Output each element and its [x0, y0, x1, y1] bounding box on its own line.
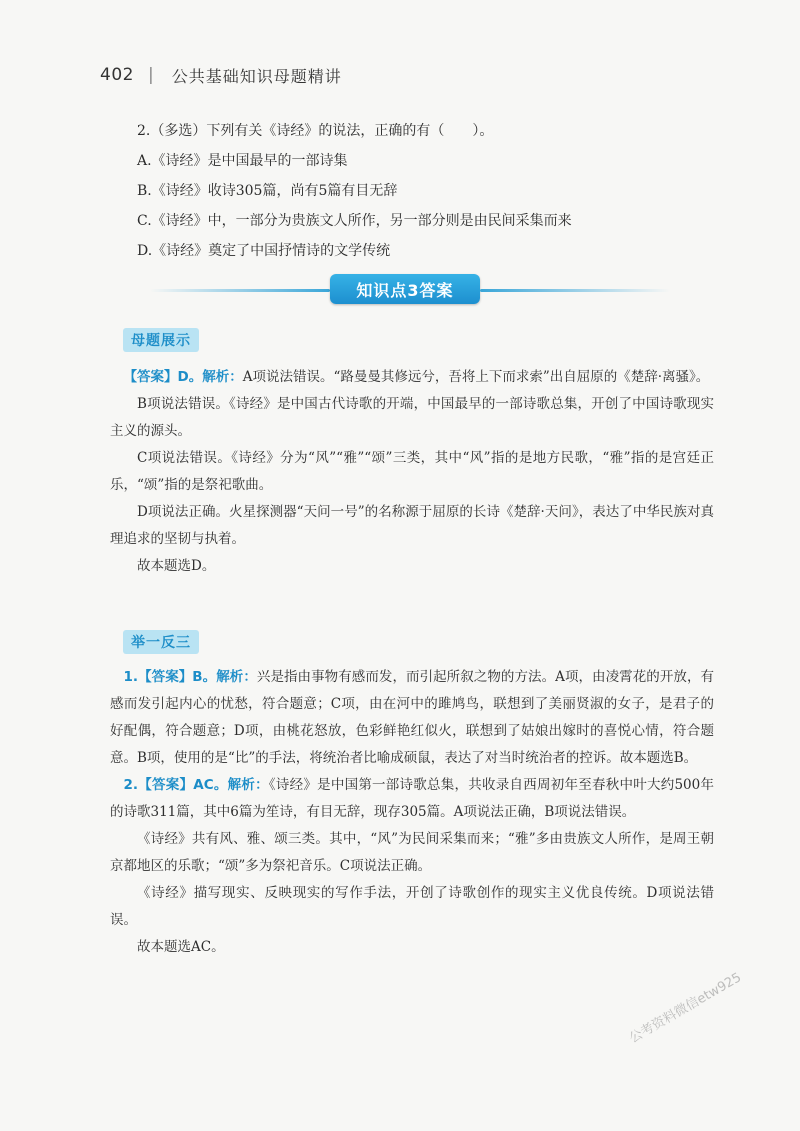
section2-body	[110, 664, 714, 961]
section1-answer	[110, 364, 714, 391]
section-banner	[150, 274, 670, 306]
section1-conclusion: 故本题选D。	[137, 558, 216, 574]
section1-paragraph-c: C项说法错误。《诗经》分为“风”“雅”“颂”三类，其中“风”指的是地方民歌，“雅”指的是宫廷正乐，“颂”指的是祭祀歌曲。	[110, 450, 714, 493]
item2-label: 2.【答案】AC。解析：	[123, 777, 269, 793]
section2-conclusion: 故本题选AC。	[137, 939, 225, 955]
banner-pill	[330, 274, 480, 304]
section1-paragraph-b: B项说法错误。《诗经》是中国古代诗歌的开端，中国最早的一部诗歌总集，开创了中国诗歌现实主义的源头。	[110, 396, 714, 439]
section2-item2	[110, 772, 714, 826]
section1-body	[110, 364, 714, 580]
banner-line-left	[150, 289, 330, 292]
watermark: 公考资料微信etw925	[627, 970, 745, 1047]
section2-item1	[110, 664, 714, 772]
book-title: 公共基础知识母题精讲	[171, 66, 342, 86]
answer-label: 【答案】D。解析：	[123, 369, 243, 385]
section2-paragraph-d: 《诗经》描写现实、反映现实的写作手法，开创了诗歌创作的现实主义优良传统。D项说法错误。	[110, 885, 714, 928]
question-stem: 2.（多选）下列有关《诗经》的说法，正确的有（ ）。	[137, 123, 494, 139]
item1-label: 1.【答案】B。解析：	[123, 669, 257, 685]
item1-text: 兴是指由事物有感而发，而引起所叙之物的方法。A项，由凌霄花的开放，有感而发引起内心的忧愁，符合题意；C项，由在河中的雎鸠鸟，联想到了美丽贤淑的女子，是君子的好配偶，符合题意；D项，由桃花怒放，色彩鲜艳红似火，联想到了姑娘出嫁时的喜悦心情，符合题意。B项，使用的是“比”的手法，将统治者比喻成硕鼠，表达了对当时统治者的控诉。故本题选B。	[110, 669, 715, 766]
tag-mother-question: 母题展示	[123, 328, 199, 352]
option-b: B.《诗经》收诗305篇，尚有5篇有目无辞	[137, 183, 398, 199]
answer-text: A项说法错误。“路曼曼其修远兮，吾将上下而求索”出自屈原的《楚辞·离骚》。	[242, 369, 710, 385]
tag-practice: 举一反三	[123, 630, 199, 654]
section2-paragraph-c: 《诗经》共有风、雅、颂三类。其中，“风”为民间采集而来；“雅”多由贵族文人所作，是周王朝京都地区的乐歌；“颂”多为祭祀音乐。C项说法正确。	[110, 831, 714, 874]
section1-paragraph-d: D项说法正确。火星探测器“天问一号”的名称源于屈原的长诗《楚辞·天问》，表达了中华民族对真理追求的坚韧与执着。	[110, 504, 714, 547]
item2-text: 《诗经》是中国第一部诗歌总集，共收录自西周初年至春秋中叶大约500年的诗歌311篇，其中6篇为笙诗，有目无辞，现存305篇。A项说法正确，B项说法错误。	[110, 777, 714, 820]
option-a: A.《诗经》是中国最早的一部诗集	[137, 153, 348, 169]
page-number: 402	[100, 65, 134, 85]
question-block	[137, 116, 717, 266]
banner-title: 知识点3答案	[356, 280, 454, 300]
header-separator: |	[147, 65, 154, 85]
option-c: C.《诗经》中，一部分为贵族文人所作，另一部分则是由民间采集而来	[137, 213, 572, 229]
option-d: D.《诗经》奠定了中国抒情诗的文学传统	[137, 243, 391, 259]
page-header	[100, 62, 342, 88]
banner-line-right	[480, 289, 670, 292]
